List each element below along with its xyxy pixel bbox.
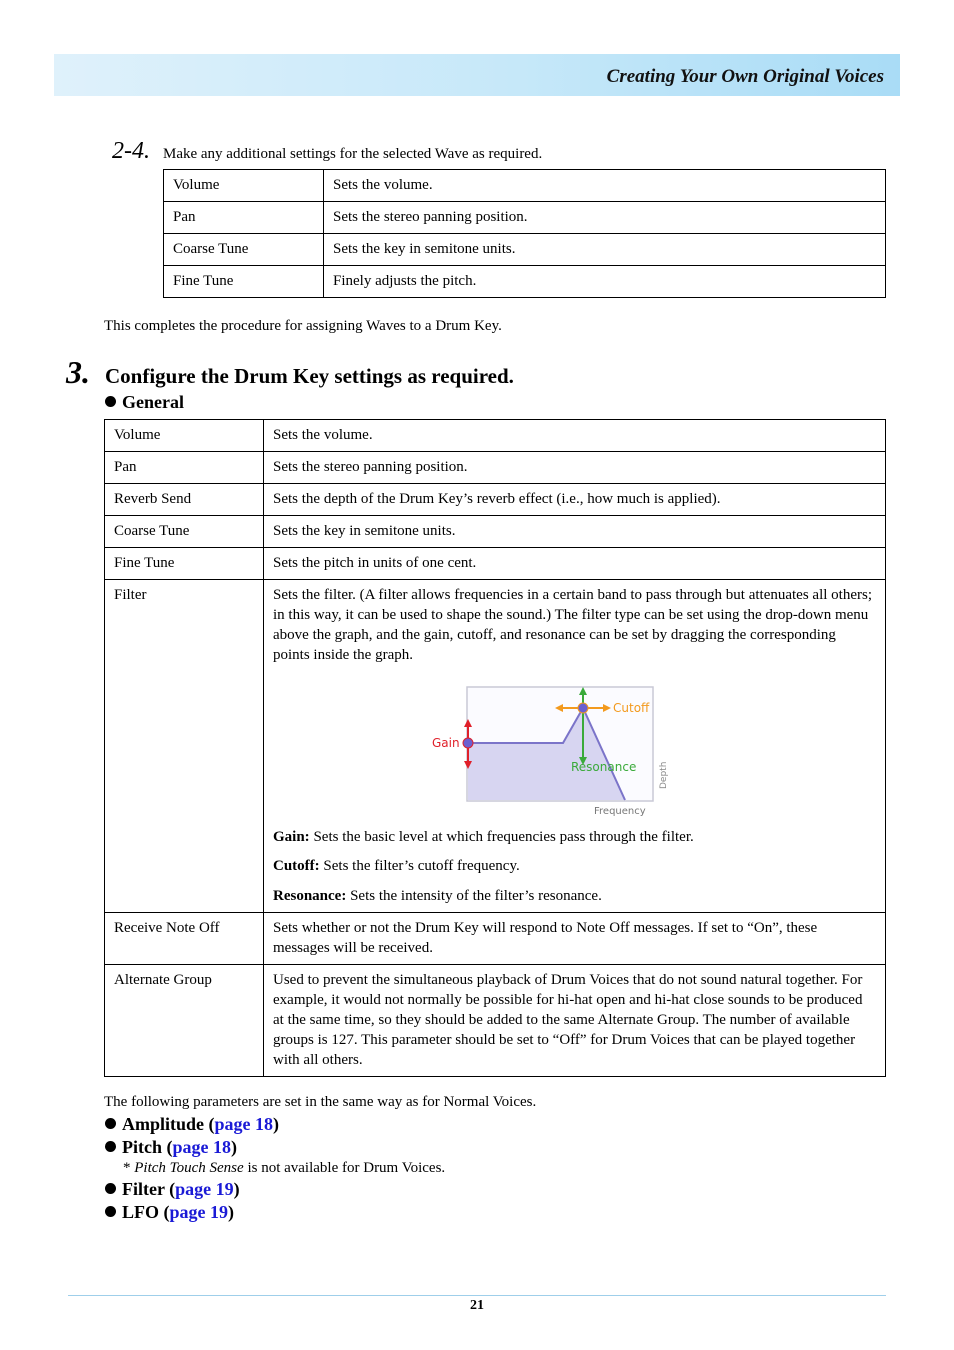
- gain-description: [273, 827, 876, 847]
- param-name: Reverb Send: [105, 484, 264, 516]
- param-name: Filter: [105, 580, 264, 913]
- bullet-icon: [105, 1206, 116, 1217]
- general-heading: [105, 392, 184, 413]
- param-desc: Sets the key in semitone units.: [264, 516, 886, 548]
- param-desc: Sets the volume.: [264, 420, 886, 452]
- page-header-title: Creating Your Own Original Voices: [606, 66, 884, 87]
- step-number-2-4: 2-4.: [112, 138, 150, 164]
- general-heading-label: General: [122, 392, 184, 412]
- param-name: Fine Tune: [164, 266, 324, 298]
- table-row: [105, 484, 886, 516]
- list-item-label: Filter: [122, 1179, 165, 1199]
- param-desc: Sets whether or not the Drum Key will respond to Note Off messages. If set to “On”, these messages will be received.: [264, 913, 886, 965]
- wave-settings-table: [163, 169, 886, 298]
- bullet-icon: [105, 1183, 116, 1194]
- pitch-note-term: Pitch Touch Sense: [134, 1160, 244, 1176]
- param-desc: Sets the stereo panning position.: [264, 452, 886, 484]
- list-item: Amplitude (page 18): [105, 1113, 445, 1136]
- gain-label: Gain: [432, 736, 460, 750]
- resonance-label: Resonance: [571, 760, 637, 774]
- cutoff-text: Sets the filter’s cutoff frequency.: [319, 858, 520, 874]
- param-name: Fine Tune: [105, 548, 264, 580]
- param-name: Receive Note Off: [105, 913, 264, 965]
- list-item: LFO (page 19): [105, 1201, 445, 1224]
- filter-graph-diagram: [423, 683, 673, 819]
- drum-key-settings-table: [104, 419, 886, 1077]
- list-item-label: LFO: [122, 1202, 160, 1222]
- table-row: [105, 516, 886, 548]
- param-desc: Sets the volume.: [324, 170, 886, 202]
- param-desc: Used to prevent the simultaneous playback of Drum Voices that do not sound natural together. For example, it would not normally be possible for hi-hat open and hi-hat close sounds to be produced at the same time, so they should be added to the same Alternate Group. The number of available groups is 127. This parameter should be set to “Off” for Drum Voices that can be played together with all others.: [264, 965, 886, 1077]
- param-name: Volume: [105, 420, 264, 452]
- table-row: [105, 965, 886, 1077]
- step-3-title: Configure the Drum Key settings as required.: [105, 364, 514, 388]
- cutoff-handle: [578, 703, 588, 713]
- gain-term: Gain:: [273, 829, 310, 845]
- list-item-label: Amplitude: [122, 1114, 205, 1134]
- param-name: Coarse Tune: [105, 516, 264, 548]
- table-row: [105, 452, 886, 484]
- list-item: Pitch (page 18): [105, 1136, 445, 1159]
- page-header-band: [54, 54, 900, 96]
- pitch-note-prefix: *: [123, 1160, 135, 1176]
- param-desc: Sets the stereo panning position.: [324, 202, 886, 234]
- list-item: Filter (page 19): [105, 1178, 445, 1201]
- table-row-filter: [105, 580, 886, 913]
- table-row: [164, 234, 886, 266]
- table-row: [164, 202, 886, 234]
- param-name: Pan: [105, 452, 264, 484]
- frequency-axis-label: Frequency: [594, 806, 646, 817]
- page-number: 21: [470, 1298, 484, 1313]
- table-row: [164, 170, 886, 202]
- bullet-icon: [105, 1118, 116, 1129]
- page-link[interactable]: page 19: [175, 1179, 234, 1199]
- pitch-note-rest: is not available for Drum Voices.: [243, 1160, 446, 1176]
- param-desc-filter: [264, 580, 886, 913]
- param-name: Alternate Group: [105, 965, 264, 1077]
- table-row: [105, 548, 886, 580]
- param-desc: Sets the depth of the Drum Key’s reverb effect (i.e., how much is applied).: [264, 484, 886, 516]
- table-row: [105, 420, 886, 452]
- cutoff-term: Cutoff:: [273, 858, 320, 874]
- param-desc: Sets the pitch in units of one cent.: [264, 548, 886, 580]
- bullet-icon: [105, 396, 116, 407]
- resonance-text: Sets the intensity of the filter’s resonance.: [346, 888, 602, 904]
- page-link[interactable]: page 18: [214, 1114, 274, 1134]
- list-item-label: Pitch: [122, 1137, 162, 1157]
- step-2-4-text: Make any additional settings for the selected Wave as required.: [163, 146, 543, 162]
- same-as-normal-note: The following parameters are set in the same way as for Normal Voices.: [104, 1094, 537, 1110]
- depth-axis-label: Depth: [659, 761, 669, 789]
- param-name: Pan: [164, 202, 324, 234]
- completion-note: This completes the procedure for assigning Waves to a Drum Key.: [104, 318, 502, 334]
- gain-text: Sets the basic level at which frequencies pass through the filter.: [309, 829, 694, 845]
- param-name: Coarse Tune: [164, 234, 324, 266]
- param-name: Volume: [164, 170, 324, 202]
- cutoff-description: [273, 856, 876, 876]
- page-link[interactable]: page 18: [172, 1137, 231, 1157]
- step-number-3: 3.: [66, 354, 90, 390]
- table-row: [105, 913, 886, 965]
- footer-divider: [68, 1295, 886, 1296]
- cutoff-label: Cutoff: [613, 701, 650, 715]
- resonance-term: Resonance:: [273, 888, 347, 904]
- filter-description: Sets the filter. (A filter allows frequencies in a certain band to pass through but attenuates all others; in this way, it can be used to shape the sound.) The filter type can be set using the drop-down menu above the graph, and the gain, cutoff, and resonance can be set by dragging the corresponding points inside the graph.: [273, 587, 872, 663]
- table-row: [164, 266, 886, 298]
- param-desc: Sets the key in semitone units.: [324, 234, 886, 266]
- param-desc: Finely adjusts the pitch.: [324, 266, 886, 298]
- pitch-note: [105, 1159, 445, 1178]
- page-link[interactable]: page 19: [169, 1202, 229, 1222]
- parameter-link-list: [105, 1113, 445, 1224]
- bullet-icon: [105, 1141, 116, 1152]
- gain-handle: [463, 738, 473, 748]
- resonance-description: [273, 886, 876, 906]
